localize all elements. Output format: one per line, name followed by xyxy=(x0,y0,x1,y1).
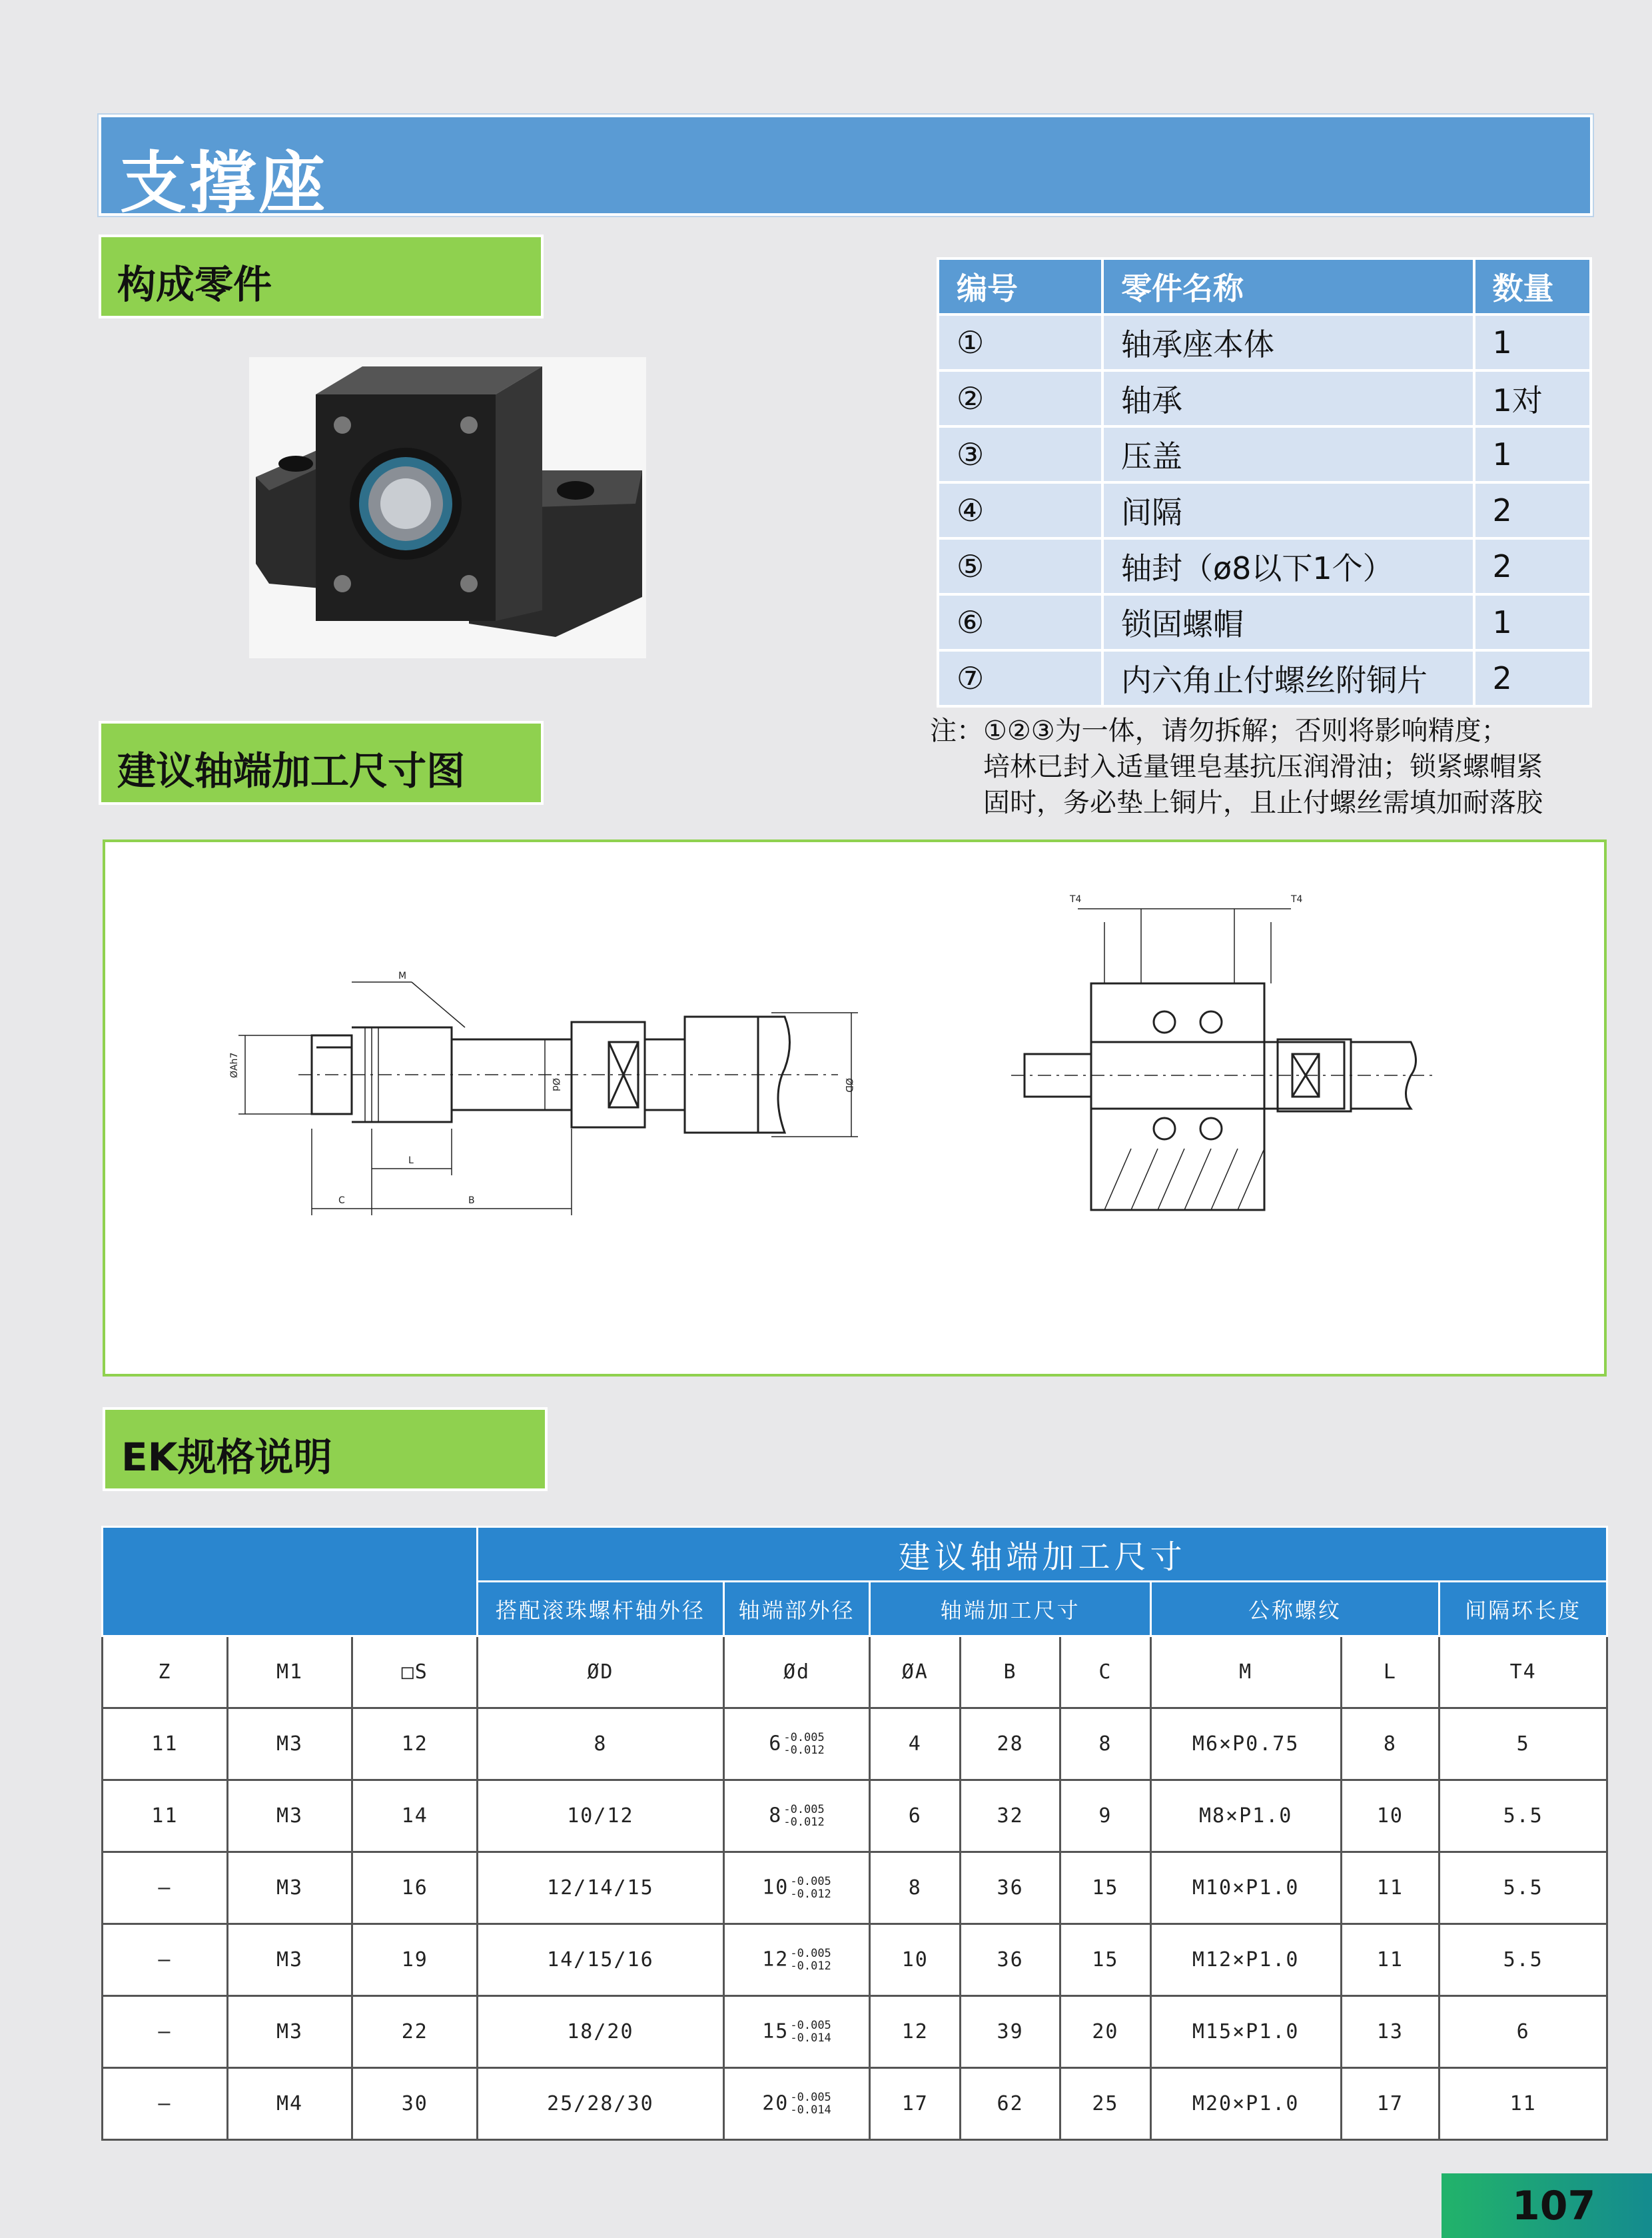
cell: 内六角止付螺丝附铜片 xyxy=(1102,650,1474,706)
cell: 1对 xyxy=(1474,370,1591,426)
d-value: 8 xyxy=(769,1804,783,1827)
label-c: C xyxy=(338,1195,345,1206)
drawing-svg xyxy=(105,842,1604,1374)
cell: 8 xyxy=(478,1708,724,1780)
cell: M6×P0.75 xyxy=(1150,1708,1341,1780)
cell: 2 xyxy=(1474,538,1591,594)
d-value: 10 xyxy=(762,1876,789,1899)
cell: ⑥ xyxy=(938,594,1102,650)
cell: 2 xyxy=(1474,482,1591,538)
label-t4-right: T4 xyxy=(1291,894,1303,905)
label-d: Ød xyxy=(550,1078,561,1091)
column-header: C xyxy=(1060,1636,1150,1708)
label-t4-left: T4 xyxy=(1070,894,1082,905)
cell: ④ xyxy=(938,482,1102,538)
support-unit-image xyxy=(249,357,646,658)
tol-upper: -0.005 xyxy=(790,2018,831,2032)
note-line: 培林已封入适量锂皂基抗压润滑油；锁紧螺帽紧 xyxy=(983,752,1543,782)
section-title: 构成零件 xyxy=(117,262,272,307)
left-shaft-drawing xyxy=(238,982,858,1215)
cell: – xyxy=(103,1996,228,2068)
tol-lower: -0.012 xyxy=(783,1743,825,1757)
table-row xyxy=(103,1780,1607,1852)
cell: 1 xyxy=(1474,594,1591,650)
table-row xyxy=(938,426,1591,482)
cell: 间隔 xyxy=(1102,482,1474,538)
table-row xyxy=(103,1852,1607,1924)
cell: 39 xyxy=(961,1996,1060,2068)
page-title-bar xyxy=(99,115,1593,222)
hatch-section xyxy=(1104,1149,1264,1210)
cell-d xyxy=(723,1996,870,2068)
label-m: M xyxy=(398,971,407,981)
cell: 12 xyxy=(352,1708,478,1780)
tol-upper: -0.005 xyxy=(790,2090,831,2104)
cell: 2 xyxy=(1474,650,1591,706)
cell-d xyxy=(723,2068,870,2140)
cell: 1 xyxy=(1474,314,1591,370)
page-number-tab xyxy=(1442,2173,1652,2238)
page-number: 107 xyxy=(1512,2183,1596,2229)
d-value: 6 xyxy=(769,1732,783,1755)
page-title: 支撑座 xyxy=(120,144,328,222)
cell: 11 xyxy=(1440,2068,1607,2140)
cell: ② xyxy=(938,370,1102,426)
tolerance xyxy=(790,2091,831,2117)
label-od: ØD xyxy=(843,1078,854,1093)
cell: 17 xyxy=(1341,2068,1440,2140)
d-value: 12 xyxy=(762,1948,789,1971)
cell: 16 xyxy=(352,1852,478,1924)
spec-group-header-row xyxy=(103,1527,1607,1582)
sub-header: 轴端部外径 xyxy=(723,1582,870,1636)
d-value: 20 xyxy=(762,2091,789,2115)
cell: 锁固螺帽 xyxy=(1102,594,1474,650)
cell: 轴承 xyxy=(1102,370,1474,426)
table-row xyxy=(938,650,1591,706)
column-header: ØA xyxy=(870,1636,961,1708)
cell: – xyxy=(103,1924,228,1996)
cell: 11 xyxy=(1341,1924,1440,1996)
cell: ① xyxy=(938,314,1102,370)
section-tag-shaft-drawing xyxy=(99,721,544,805)
tol-upper: -0.005 xyxy=(790,1874,831,1888)
tol-upper: -0.005 xyxy=(783,1802,825,1816)
cell: 压盖 xyxy=(1102,426,1474,482)
cell: 17 xyxy=(870,2068,961,2140)
cell: 11 xyxy=(103,1708,228,1780)
cell: 12/14/15 xyxy=(478,1852,724,1924)
sub-header: 间隔环长度 xyxy=(1440,1582,1607,1636)
table-row xyxy=(103,1924,1607,1996)
cell: 轴承座本体 xyxy=(1102,314,1474,370)
header-cell: 编号 xyxy=(938,259,1102,314)
column-header: M1 xyxy=(227,1636,352,1708)
cell: M12×P1.0 xyxy=(1150,1924,1341,1996)
cell: 14/15/16 xyxy=(478,1924,724,1996)
section-title: EK规格说明 xyxy=(121,1434,332,1480)
table-row xyxy=(938,370,1591,426)
tolerance xyxy=(790,2019,831,2045)
column-header: ØD xyxy=(478,1636,724,1708)
cell: – xyxy=(103,1852,228,1924)
tol-lower: -0.012 xyxy=(790,1887,831,1901)
cell: M10×P1.0 xyxy=(1150,1852,1341,1924)
tol-lower: -0.012 xyxy=(783,1815,825,1829)
ek-spec-table xyxy=(101,1526,1608,2141)
label-oa: ØAh7 xyxy=(229,1052,240,1078)
cell: 8 xyxy=(1341,1708,1440,1780)
cell: M3 xyxy=(227,1708,352,1780)
tolerance xyxy=(790,1948,831,1973)
cell: ⑤ xyxy=(938,538,1102,594)
cell: 8 xyxy=(1060,1708,1150,1780)
table-row xyxy=(103,1708,1607,1780)
cell: M3 xyxy=(227,1924,352,1996)
cell: 10/12 xyxy=(478,1780,724,1852)
cell: 28 xyxy=(961,1708,1060,1780)
cell: 11 xyxy=(1341,1852,1440,1924)
cell: M3 xyxy=(227,1996,352,2068)
cell: M3 xyxy=(227,1852,352,1924)
cell: 轴封（ø8以下1个） xyxy=(1102,538,1474,594)
label-b: B xyxy=(468,1195,475,1206)
column-header: □S xyxy=(352,1636,478,1708)
cell-d xyxy=(723,1780,870,1852)
cell: 8 xyxy=(870,1852,961,1924)
cell: 1 xyxy=(1474,426,1591,482)
sub-header: 搭配滚珠螺杆轴外径 xyxy=(478,1582,724,1636)
cell: 32 xyxy=(961,1780,1060,1852)
cell: M3 xyxy=(227,1780,352,1852)
column-header: Z xyxy=(103,1636,228,1708)
cell: 15 xyxy=(1060,1852,1150,1924)
cell: M4 xyxy=(227,2068,352,2140)
cell: 18/20 xyxy=(478,1996,724,2068)
table-row xyxy=(103,2068,1607,2140)
shaft-end-drawing xyxy=(103,839,1607,1377)
assembly-note xyxy=(930,713,1589,821)
cell: 36 xyxy=(961,1852,1060,1924)
header-cell: 零件名称 xyxy=(1102,259,1474,314)
cell: 19 xyxy=(352,1924,478,1996)
cell: 20 xyxy=(1060,1996,1150,2068)
cell: 15 xyxy=(1060,1924,1150,1996)
column-header: T4 xyxy=(1440,1636,1607,1708)
cell-d xyxy=(723,1852,870,1924)
label-l: L xyxy=(408,1155,414,1166)
cell: M20×P1.0 xyxy=(1150,2068,1341,2140)
column-header: M xyxy=(1150,1636,1341,1708)
cell-d xyxy=(723,1924,870,1996)
cell: 6 xyxy=(1440,1996,1607,2068)
column-header: B xyxy=(961,1636,1060,1708)
tol-upper: -0.005 xyxy=(790,1946,831,1960)
cell: 5.5 xyxy=(1440,1924,1607,1996)
table-row xyxy=(938,538,1591,594)
cell: 62 xyxy=(961,2068,1060,2140)
group-header: 建议轴端加工尺寸 xyxy=(478,1527,1607,1582)
section-tag-spec xyxy=(103,1407,548,1491)
cell: 25/28/30 xyxy=(478,2068,724,2140)
tolerance xyxy=(783,1732,824,1757)
cell: 13 xyxy=(1341,1996,1440,2068)
table-row xyxy=(103,1996,1607,2068)
cell-d xyxy=(723,1708,870,1780)
blank-header-cell xyxy=(103,1527,478,1636)
cell: 12 xyxy=(870,1996,961,2068)
tol-lower: -0.012 xyxy=(790,1959,831,1973)
sub-header: 轴端加工尺寸 xyxy=(870,1582,1150,1636)
cell: 6 xyxy=(870,1780,961,1852)
header-cell: 数量 xyxy=(1474,259,1591,314)
table-row xyxy=(938,594,1591,650)
tol-lower: -0.014 xyxy=(790,2031,831,2045)
tolerance xyxy=(783,1804,824,1829)
cell: 5.5 xyxy=(1440,1852,1607,1924)
cell: 10 xyxy=(1341,1780,1440,1852)
sub-header: 公称螺纹 xyxy=(1150,1582,1440,1636)
cell: 14 xyxy=(352,1780,478,1852)
cell: 9 xyxy=(1060,1780,1150,1852)
note-line: 固时，务必垫上铜片，且止付螺丝需填加耐落胶 xyxy=(983,788,1543,818)
note-line: 注：①②③为一体，请勿拆解；否则将影响精度； xyxy=(930,716,1508,746)
column-header: L xyxy=(1341,1636,1440,1708)
cell: 22 xyxy=(352,1996,478,2068)
parts-table-header xyxy=(938,259,1591,314)
section-tag-components xyxy=(99,235,544,318)
cell: M8×P1.0 xyxy=(1150,1780,1341,1852)
right-assembly-drawing xyxy=(1011,909,1438,1210)
table-row xyxy=(938,482,1591,538)
table-row xyxy=(938,314,1591,370)
tolerance xyxy=(790,1876,831,1901)
cell: ③ xyxy=(938,426,1102,482)
cell: 25 xyxy=(1060,2068,1150,2140)
parts-table xyxy=(937,257,1592,708)
product-photo xyxy=(249,357,646,658)
cell: 30 xyxy=(352,2068,478,2140)
cell: 5.5 xyxy=(1440,1780,1607,1852)
tol-upper: -0.005 xyxy=(783,1730,825,1744)
spec-column-header-row xyxy=(103,1636,1607,1708)
section-title: 建议轴端加工尺寸图 xyxy=(117,748,466,794)
d-value: 15 xyxy=(762,2019,789,2043)
column-header: Ød xyxy=(723,1636,870,1708)
cell: M15×P1.0 xyxy=(1150,1996,1341,2068)
cell: ⑦ xyxy=(938,650,1102,706)
cell: 10 xyxy=(870,1924,961,1996)
tol-lower: -0.014 xyxy=(790,2103,831,2117)
cell: 11 xyxy=(103,1780,228,1852)
cell: 36 xyxy=(961,1924,1060,1996)
cell: 5 xyxy=(1440,1708,1607,1780)
cell: – xyxy=(103,2068,228,2140)
cell: 4 xyxy=(870,1708,961,1780)
